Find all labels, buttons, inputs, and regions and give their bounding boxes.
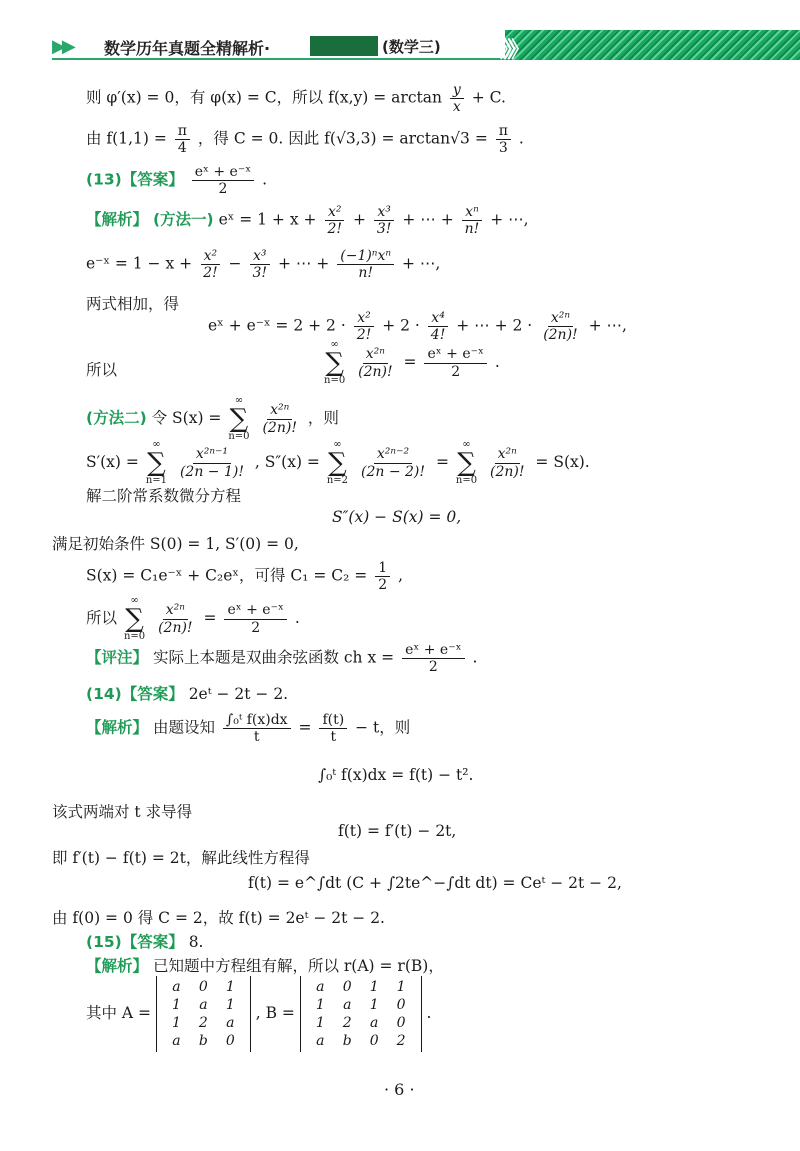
matrix-a-cell: 0: [198, 979, 208, 995]
matrix-a-cell: 1: [225, 997, 235, 1013]
line-so-label: 所以: [86, 361, 118, 379]
note-13: 【评注】 实际上本题是双曲余弦函数 ch x = $\frac{\text{eˣ + e⁻ˣ}}{2}$ .: [86, 642, 478, 676]
matrix-a: [156, 976, 251, 1052]
answer-14: (14)【答案】 2eᵗ − 2t − 2.: [86, 685, 289, 703]
series-sum: eˣ + e⁻ˣ = 2 + 2 · $\frac{\text{x²}}{2!}$ + 2 · $\frac{\text{x⁴}}{4!}$ + ⋯ + 2 · $\frac{\text{x²ⁿ}}{(2n)!}$ + ⋯,: [208, 310, 627, 344]
derivative-line: S′(x) = ∞ ∑ n=1 $\frac{\text{x²ⁿ⁻¹}}{(2n - 1)!}$ , S″(x) = ∞ ∑ n=2 $\frac{\text{x²ⁿ⁻²}}{(2n - 2)!}$ = ∞ ∑ n=0 $\frac{\text{x²ⁿ}}{(2n)!}$ = S(x).: [86, 439, 590, 486]
matrix-b-cell: a: [370, 1015, 379, 1031]
result-sum-2: 所以 ∞ ∑ n=0 $\frac{\text{x²ⁿ}}{(2n)!}$ = $\frac{\text{eˣ + e⁻ˣ}}{2}$ .: [86, 595, 300, 642]
header-subject: (数学三): [382, 38, 441, 56]
matrix-a-cell: a: [172, 1033, 181, 1049]
matrix-b-cell: 0: [369, 1033, 379, 1049]
integral-equation: ∫₀ᵗ f(x)dx = f(t) − t².: [318, 766, 474, 784]
line-sum-both: 两式相加，得: [86, 295, 180, 313]
matrix-a-row: [163, 1014, 244, 1032]
line-differentiate: 该式两端对 t 求导得: [52, 803, 193, 821]
answer-13: (13)【答案】 $\frac{\text{eˣ + e⁻ˣ}}{2}$ .: [86, 164, 268, 198]
line-2: 由 f(1,1) = $\frac{\pi}{4}$ ，得 C = 0. 因此 f(√3,3) = arctan√3 = $\frac{\pi}{3}$ .: [86, 123, 524, 157]
matrix-b-cell: 1: [315, 1015, 325, 1031]
header-logo-block: [310, 36, 378, 56]
matrix-b-cell: 1: [369, 997, 379, 1013]
linear-equation: 即 f′(t) − f(t) = 2t，解此线性方程得: [52, 849, 310, 867]
series-e-minus-x: e⁻ˣ = 1 − x + $\frac{\text{x²}}{2!}$ − $\frac{\text{x³}}{3!}$ + ⋯ + $\frac{\text{(−1)ⁿxⁿ}}{n!}$ + ⋯,: [86, 248, 441, 282]
analysis-14: 【解析】 由题设知 $\frac{\text{∫₀ᵗ f(x)dx}}{t}$ = $\frac{f(t)}{t}$ − t，则: [86, 712, 411, 746]
matrix-b-cell: 2: [342, 1015, 352, 1031]
matrix-b-row: [307, 1032, 415, 1050]
matrix-line: 其中 A = a 0 1 1 a 1 1 2 a a b 0 , B = a 0 1 1 1 a 1 0 1 2 a 0 a b 0 2 .: [86, 976, 431, 1052]
matrix-a-cell: a: [172, 979, 181, 995]
matrix-b-cell: 0: [396, 1015, 406, 1031]
matrix-b-cell: 1: [315, 997, 325, 1013]
analysis-15: 【解析】 已知题中方程组有解，所以 r(A) = r(B)，: [86, 957, 444, 975]
line-1: 则 φ′(x) = 0，有 φ(x) = C，所以 f(x,y) = arctan $\frac{y}{x}$ + C.: [86, 82, 506, 116]
analysis-13-method2: (方法二) 令 S(x) = ∞ ∑ n=0 $\frac{\text{x²ⁿ}}{(2n)!}$ ，则: [86, 395, 339, 442]
derivative-equation: f(t) = f′(t) − 2t,: [338, 822, 457, 840]
matrix-b-cell: a: [316, 1033, 325, 1049]
matrix-a-row: [163, 978, 244, 996]
matrix-a-cell: b: [198, 1033, 208, 1049]
matrix-a-cell: a: [199, 997, 208, 1013]
matrix-a-cell: 1: [171, 1015, 181, 1031]
matrix-a-row: [163, 996, 244, 1014]
matrix-a-row: [163, 1032, 244, 1050]
matrix-b-cell: b: [342, 1033, 352, 1049]
matrix-b-cell: a: [316, 979, 325, 995]
matrix-b-cell: 2: [396, 1033, 406, 1049]
matrix-b-row: [307, 978, 415, 996]
header-title: 数学历年真题全精解析·: [104, 39, 271, 58]
matrix-b-cell: 0: [342, 979, 352, 995]
matrix-b-cell: a: [343, 997, 352, 1013]
analysis-13-method1: 【解析】 (方法一) eˣ = 1 + x + $\frac{\text{x²}}{2!}$ + $\frac{\text{x³}}{3!}$ + ⋯ + $\frac{\text{xⁿ}}{n!}$ + ⋯,: [86, 204, 529, 238]
result-sum-1: ∞ ∑ n=0 $\frac{\text{x²ⁿ}}{(2n)!}$ = $\frac{\text{eˣ + e⁻ˣ}}{2}$ .: [324, 339, 500, 386]
header-band: [505, 30, 800, 60]
matrix-a-cell: a: [226, 1015, 235, 1031]
matrix-b-row: [307, 1014, 415, 1032]
answer-15: (15)【答案】 8.: [86, 933, 204, 951]
matrix-a-cell: 1: [225, 979, 235, 995]
matrix-b-cell: 0: [396, 997, 406, 1013]
matrix-a-cell: 0: [225, 1033, 235, 1049]
header-arrow-icon: ▶▶: [52, 36, 72, 57]
matrix-b-cell: 1: [396, 979, 406, 995]
matrix-b: [300, 976, 422, 1052]
matrix-a-cell: 2: [198, 1015, 208, 1031]
header-chevron-icon: 》》》: [500, 38, 524, 63]
matrix-a-cell: 1: [171, 997, 181, 1013]
ode-equation: S″(x) − S(x) = 0,: [332, 508, 462, 526]
line-solve-ode: 解二阶常系数微分方程: [86, 487, 242, 505]
general-solution: S(x) = C₁e⁻ˣ + C₂eˣ，可得 C₁ = C₂ = $\frac{1}{2}$ ,: [86, 560, 404, 594]
page-number: · 6 ·: [384, 1080, 415, 1099]
initial-conditions: 满足初始条件 S(0) = 1, S′(0) = 0,: [52, 535, 299, 553]
final-14: 由 f(0) = 0 得 C = 2，故 f(t) = 2eᵗ − 2t − 2.: [52, 909, 385, 927]
linear-solution: f(t) = e^∫dt (C + ∫2te^−∫dt dt) = Ceᵗ − 2t − 2,: [248, 874, 622, 892]
matrix-b-row: [307, 996, 415, 1014]
matrix-b-cell: 1: [369, 979, 379, 995]
